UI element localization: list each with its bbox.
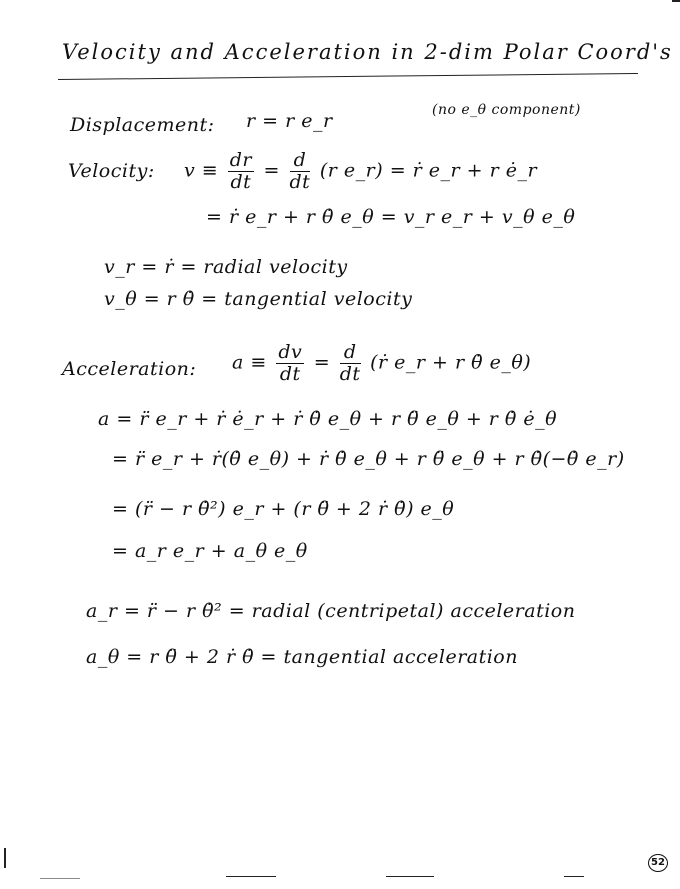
radial-velocity-definition: v_r = ṙ = radial velocity — [104, 256, 348, 278]
velocity-operator-fraction — [290, 150, 311, 193]
velocity-operator-denominator: dt — [289, 170, 311, 193]
equals-sign: = — [313, 351, 331, 374]
acceleration-derivative-fraction — [276, 342, 304, 385]
displacement-note: (no e_θ component) — [432, 102, 581, 118]
acceleration-line2: a = r̈ e_r + ṙ ė_r + ṙ θ̇ e_θ + r θ̈ e_θ + r θ̇ ė_θ — [98, 408, 558, 430]
velocity-fraction-denominator: dt — [230, 170, 252, 193]
acceleration-fraction-denominator: dt — [279, 362, 301, 385]
scan-edge-mark-left — [4, 848, 6, 868]
scan-bottom-mark-2 — [386, 876, 434, 877]
velocity-fraction-numerator: dr — [229, 149, 252, 171]
scan-bottom-mark-3 — [564, 876, 584, 877]
scan-bottom-mark-4 — [40, 878, 80, 879]
velocity-label: Velocity: — [68, 160, 155, 182]
acceleration-line4: = (r̈ − r θ̇²) e_r + (r θ̈ + 2 ṙ θ̇) e_θ — [112, 498, 455, 520]
scan-bottom-mark-1 — [226, 876, 276, 877]
velocity-rest: (r e_r) = ṙ e_r + r ė_r — [319, 159, 538, 182]
acceleration-line5: = a_r e_r + a_θ e_θ — [112, 540, 308, 562]
velocity-line2: = ṙ e_r + r θ̇ e_θ = v_r e_r + v_θ e_θ — [206, 206, 576, 228]
velocity-derivative-fraction — [228, 150, 254, 193]
acceleration-line1 — [232, 342, 531, 385]
page-title: Velocity and Acceleration in 2-dim Polar Coord's — [62, 40, 673, 64]
tangential-acceleration-definition: a_θ = r θ̈ + 2 ṙ θ̇ = tangential acceleration — [86, 646, 518, 668]
velocity-lhs: v ≡ — [184, 159, 219, 182]
title-underline — [58, 73, 638, 80]
radial-acceleration-definition: a_r = r̈ − r θ̇² = radial (centripetal) acceleration — [86, 600, 576, 622]
displacement-equation: r = r e_r — [246, 110, 333, 132]
velocity-line1 — [184, 150, 537, 193]
acceleration-operator-fraction — [340, 342, 361, 385]
acceleration-operator-numerator: d — [340, 342, 361, 364]
tangential-velocity-definition: v_θ = r θ̇ = tangential velocity — [104, 288, 413, 310]
page-number: 52 — [648, 854, 668, 872]
acceleration-operator-denominator: dt — [339, 362, 361, 385]
acceleration-line3: = r̈ e_r + ṙ(θ̇ e_θ) + ṙ θ̇ e_θ + r θ̈ e_θ + r θ̇(−θ̇ e_r) — [112, 448, 625, 470]
acceleration-label: Acceleration: — [62, 358, 197, 380]
acceleration-fraction-numerator: dv — [278, 341, 303, 363]
velocity-operator-numerator: d — [290, 150, 311, 172]
equals-sign: = — [263, 159, 280, 182]
acceleration-rest: (ṙ e_r + r θ̇ e_θ) — [370, 351, 532, 374]
acceleration-lhs: a ≡ — [232, 351, 267, 374]
scan-edge-mark-top-right — [672, 0, 680, 2]
displacement-label: Displacement: — [70, 114, 215, 136]
